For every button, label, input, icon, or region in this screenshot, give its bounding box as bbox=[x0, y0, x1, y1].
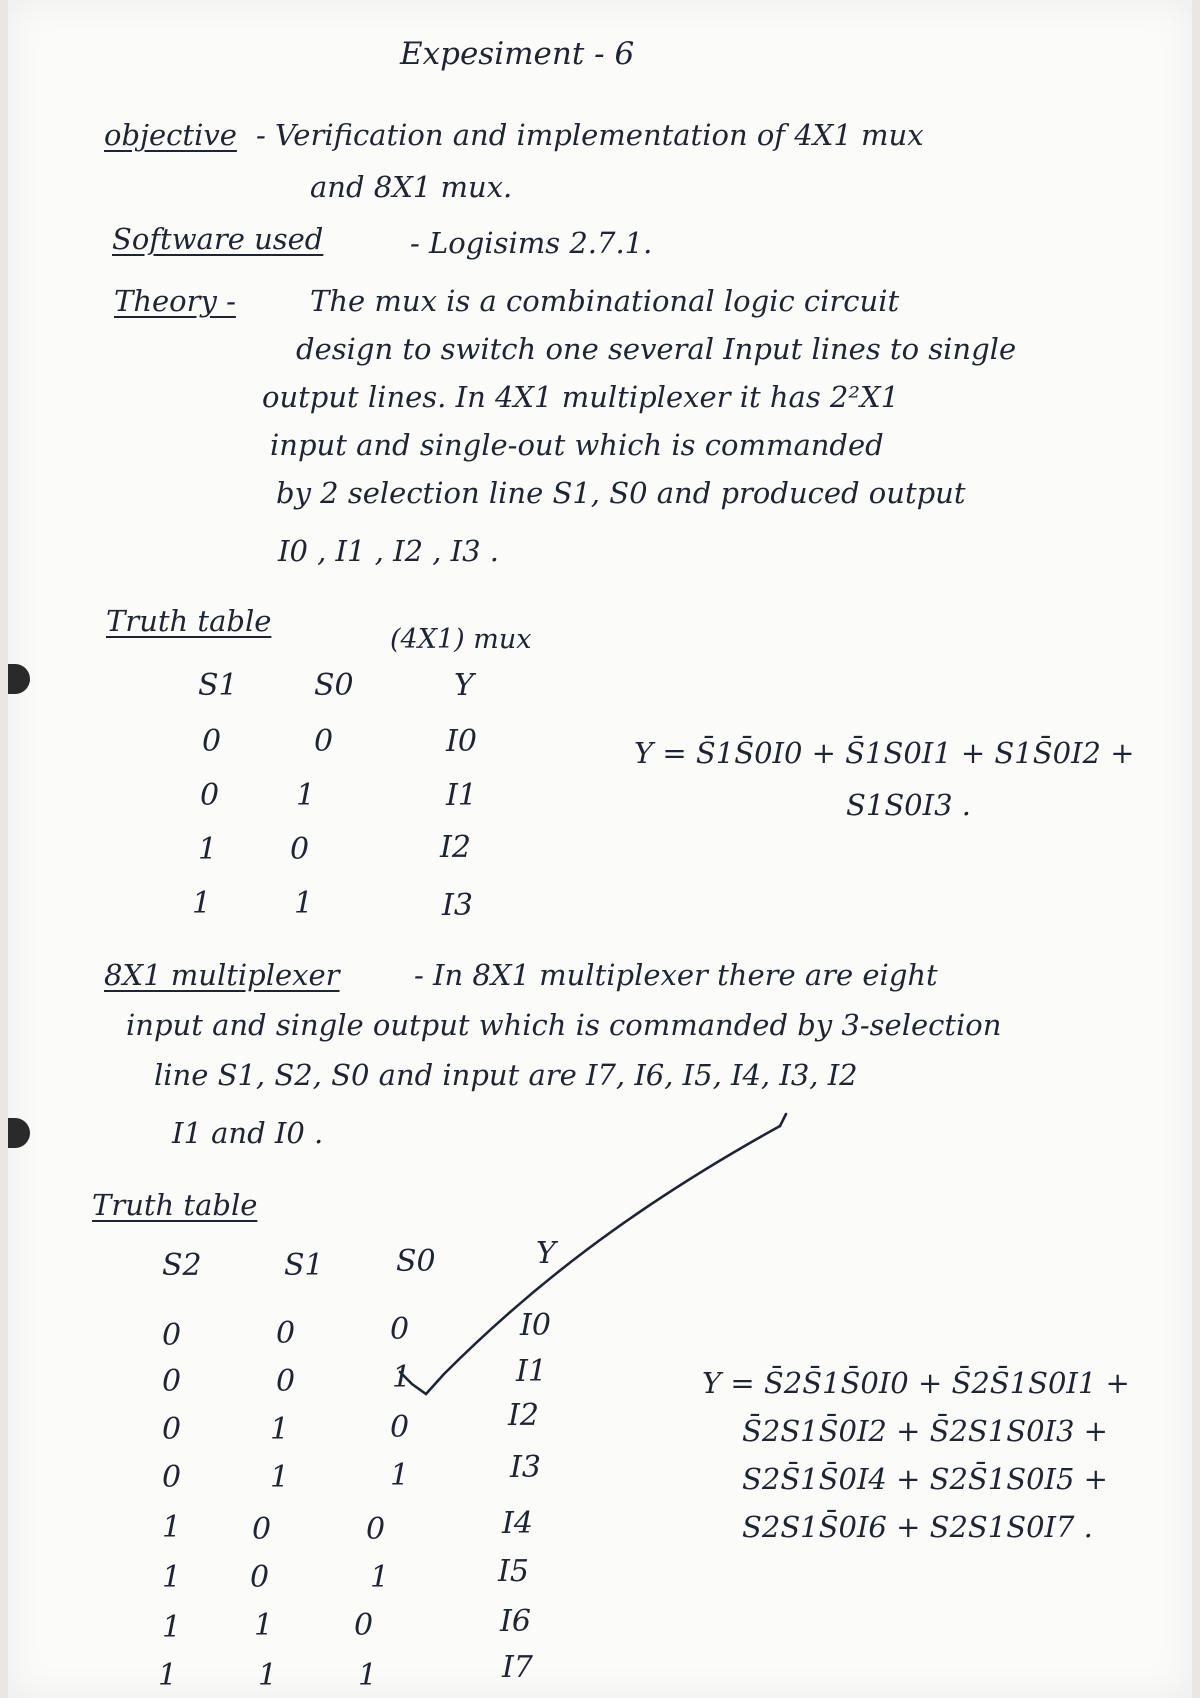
objective-text-line1: - Verification and implementation of 4X1 mux bbox=[256, 118, 924, 152]
table-cell: 1 bbox=[296, 778, 316, 813]
table-cell: 1 bbox=[198, 832, 218, 867]
table-cell: 1 bbox=[162, 1610, 182, 1645]
mux8-line: input and single output which is commanded by 3-selection bbox=[126, 1008, 1002, 1042]
theory-line: design to switch one several Input lines to single bbox=[296, 332, 1017, 366]
table-cell: 0 bbox=[162, 1318, 182, 1353]
table-cell: 0 bbox=[276, 1316, 296, 1351]
mux8-line: line S1, S2, S0 and input are I7, I6, I5, I4, I3, I2 bbox=[154, 1058, 858, 1092]
table-cell: I2 bbox=[508, 1398, 539, 1433]
equation-4x1-line2: S1S0I3 . bbox=[846, 788, 971, 822]
header-y: Y bbox=[536, 1236, 556, 1271]
table-cell: I0 bbox=[446, 724, 477, 759]
table-cell: I1 bbox=[516, 1354, 547, 1389]
equation-8x1-line: S̄2S1S̄0I2 + S̄2S1S0I3 + bbox=[742, 1414, 1108, 1448]
theory-label: Theory - bbox=[114, 284, 236, 318]
truth-table-1-caption: (4X1) mux bbox=[390, 624, 532, 655]
header-s0: S0 bbox=[314, 668, 354, 703]
software-value: - Logisims 2.7.1. bbox=[410, 226, 653, 260]
table-cell: I4 bbox=[502, 1506, 533, 1541]
mux8-line: - In 8X1 multiplexer there are eight bbox=[414, 958, 938, 992]
equation-8x1-line: S2S̄1S̄0I4 + S2S̄1S0I5 + bbox=[742, 1462, 1108, 1496]
check-mark-icon bbox=[8, 0, 1192, 1698]
table-cell: 1 bbox=[392, 1360, 412, 1395]
table-cell: 0 bbox=[162, 1364, 182, 1399]
table-cell: 0 bbox=[366, 1512, 386, 1547]
page-title: Expesiment - 6 bbox=[400, 36, 635, 72]
header-y: Y bbox=[454, 668, 474, 703]
mux8-line: I1 and I0 . bbox=[172, 1116, 324, 1150]
table-cell: 1 bbox=[270, 1412, 290, 1447]
theory-line: input and single-out which is commanded bbox=[270, 428, 884, 462]
table-cell: I6 bbox=[500, 1604, 531, 1639]
table-cell: 1 bbox=[270, 1460, 290, 1495]
table-cell: 0 bbox=[252, 1512, 272, 1547]
table-cell: 0 bbox=[354, 1608, 374, 1643]
table-cell: I1 bbox=[446, 778, 477, 813]
notebook-page bbox=[8, 0, 1192, 1698]
table-cell: I0 bbox=[520, 1308, 551, 1343]
table-cell: 0 bbox=[390, 1410, 410, 1445]
theory-line: by 2 selection line S1, S0 and produced output bbox=[276, 476, 966, 510]
table-cell: 1 bbox=[358, 1658, 378, 1693]
mux8-label: 8X1 multiplexer bbox=[104, 958, 340, 992]
table-cell: 1 bbox=[192, 886, 212, 921]
table-cell: I3 bbox=[510, 1450, 541, 1485]
equation-8x1-line: S2S1S̄0I6 + S2S1S0I7 . bbox=[742, 1510, 1093, 1544]
table-cell: 1 bbox=[162, 1560, 182, 1595]
equation-4x1-line1: Y = S̄1S̄0I0 + S̄1S0I1 + S1S̄0I2 + bbox=[634, 736, 1135, 770]
table-cell: I3 bbox=[442, 888, 473, 923]
theory-line: I0 , I1 , I2 , I3 . bbox=[278, 534, 500, 568]
header-s2: S2 bbox=[162, 1248, 202, 1283]
table-cell: 1 bbox=[390, 1458, 410, 1493]
table-cell: I5 bbox=[498, 1554, 529, 1589]
software-label: Software used bbox=[112, 222, 324, 256]
table-cell: 0 bbox=[162, 1460, 182, 1495]
truth-table-1-heading: Truth table bbox=[106, 604, 272, 638]
table-cell: I2 bbox=[440, 830, 471, 865]
table-cell: 0 bbox=[202, 724, 222, 759]
header-s1: S1 bbox=[198, 668, 238, 703]
table-cell: 0 bbox=[162, 1412, 182, 1447]
header-s1: S1 bbox=[284, 1248, 324, 1283]
theory-line: The mux is a combinational logic circuit bbox=[310, 284, 900, 318]
table-cell: 0 bbox=[290, 832, 310, 867]
theory-line: output lines. In 4X1 multiplexer it has 2²X1 bbox=[262, 380, 900, 414]
objective-label: objective bbox=[104, 118, 237, 152]
table-cell: 1 bbox=[258, 1658, 278, 1693]
table-cell: 1 bbox=[294, 886, 314, 921]
table-cell: I7 bbox=[502, 1650, 533, 1685]
table-cell: 1 bbox=[162, 1510, 182, 1545]
truth-table-2-heading: Truth table bbox=[92, 1188, 258, 1222]
equation-8x1-line: Y = S̄2S̄1S̄0I0 + S̄2S̄1S0I1 + bbox=[702, 1366, 1130, 1400]
table-cell: 1 bbox=[370, 1560, 390, 1595]
table-cell: 1 bbox=[254, 1608, 274, 1643]
header-s0: S0 bbox=[396, 1244, 436, 1279]
table-cell: 0 bbox=[390, 1312, 410, 1347]
table-cell: 1 bbox=[158, 1658, 178, 1693]
table-cell: 0 bbox=[200, 778, 220, 813]
table-cell: 0 bbox=[276, 1364, 296, 1399]
table-cell: 0 bbox=[250, 1560, 270, 1595]
objective-text-line2: and 8X1 mux. bbox=[310, 170, 513, 204]
table-cell: 0 bbox=[314, 724, 334, 759]
